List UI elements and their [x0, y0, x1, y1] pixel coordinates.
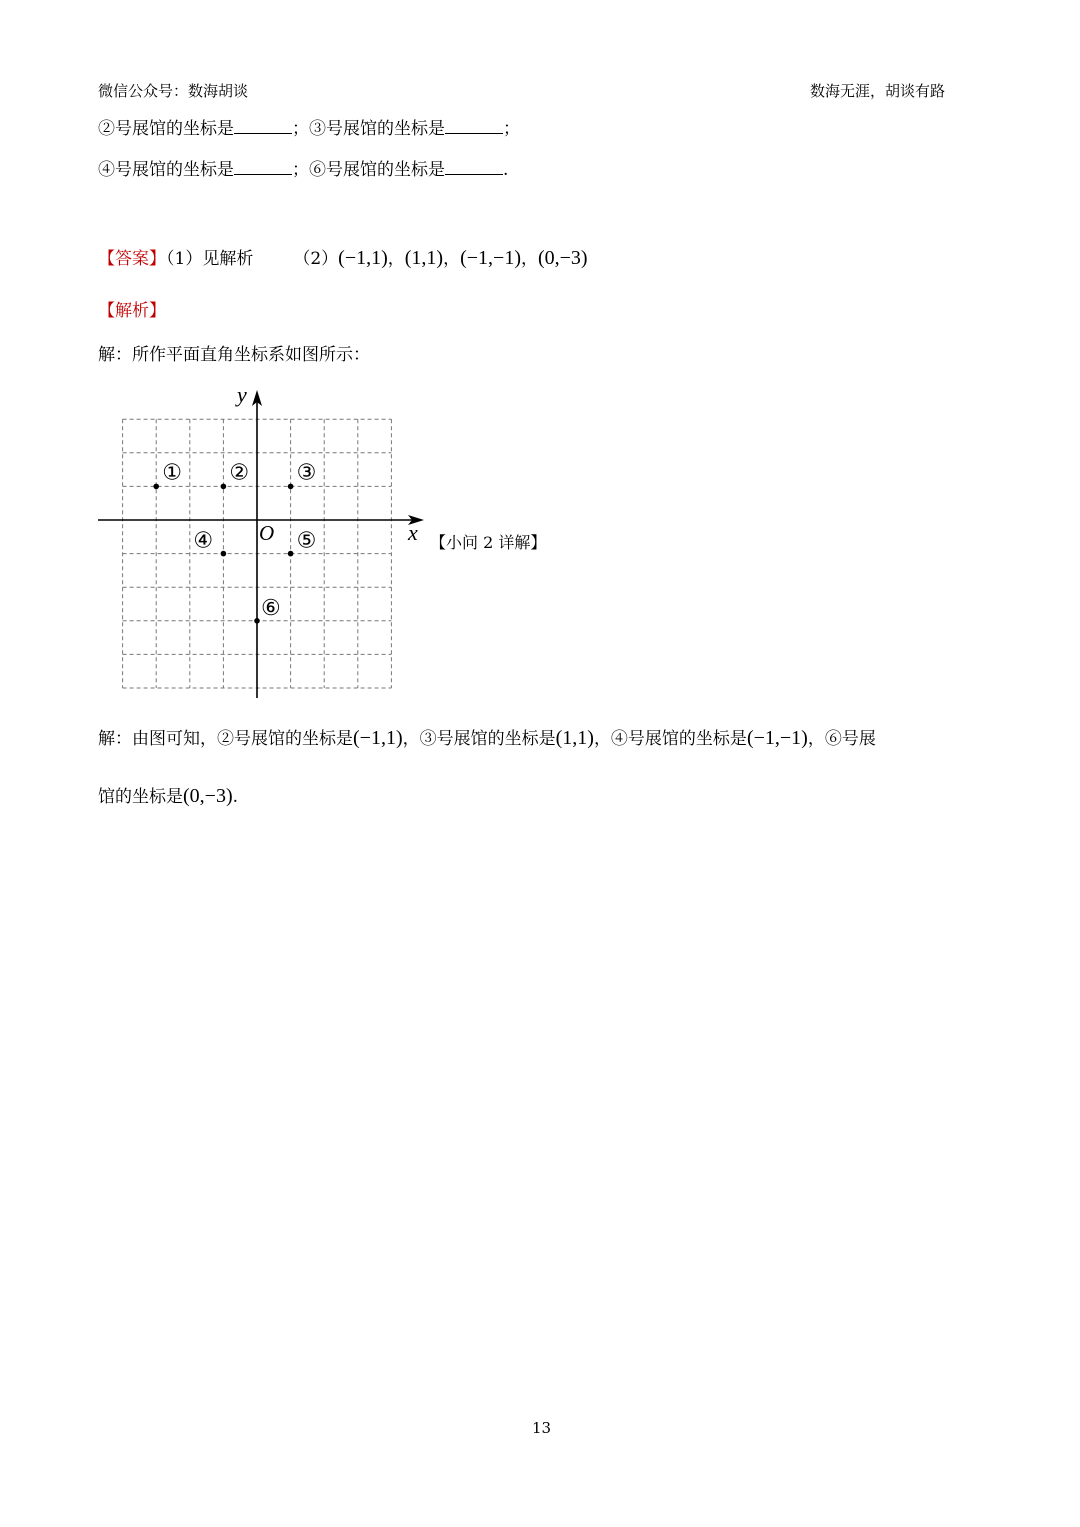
x-axis-label: x	[408, 520, 418, 545]
solution-coord: (−1,1)	[353, 727, 403, 749]
solution-text: ，③号展馆的坐标是	[402, 729, 556, 749]
header-left: 微信公众号：数海胡谈	[98, 82, 249, 100]
solution-text: ，④号展馆的坐标是	[593, 729, 747, 749]
question-line-2	[98, 155, 508, 180]
answer-line	[98, 244, 588, 270]
analysis-intro: 解：所作平面直角坐标系如图所示：	[98, 345, 370, 365]
coordinate-figure	[90, 380, 430, 705]
separator: ，	[443, 249, 461, 269]
answer-coord-4: (0,−3)	[537, 247, 588, 269]
sub-question-tag: 【小问 2 详解】	[430, 533, 547, 552]
separator: ，	[387, 249, 405, 269]
separator: .	[503, 160, 509, 180]
question-text: ②号展馆的坐标是	[98, 119, 234, 139]
question-text: ③号展馆的坐标是	[309, 119, 445, 139]
solution-coord: (1,1)	[555, 727, 594, 749]
points	[153, 459, 316, 623]
point-dot	[153, 484, 159, 490]
answer-blank	[234, 173, 292, 175]
separator: ；	[292, 119, 309, 139]
question-text: ④号展馆的坐标是	[98, 160, 234, 180]
solution-text: 馆的坐标是	[98, 787, 183, 807]
answer-blank	[445, 173, 503, 175]
answer-coord-3: (−1,−1)	[460, 247, 521, 269]
answer-blank	[445, 132, 503, 134]
origin-label: O	[259, 521, 275, 545]
solution-text: .	[232, 787, 239, 807]
point-dot	[288, 551, 294, 557]
page-number: 13	[532, 1419, 552, 1437]
solution-coord: (−1,−1)	[746, 727, 808, 749]
point-dot	[288, 484, 294, 490]
point-label: ④	[193, 527, 214, 553]
analysis-tag: 【解析】	[98, 301, 166, 321]
y-axis-label: y	[237, 382, 247, 407]
question-text: ⑥号展馆的坐标是	[309, 160, 445, 180]
solution-text: ，⑥号展	[807, 729, 876, 749]
question-line-1	[98, 114, 520, 139]
point-label: ⑥	[261, 594, 281, 620]
separator: ；	[503, 119, 520, 139]
solution-line-2	[98, 782, 238, 808]
answer-coord-2: (1,1)	[404, 247, 444, 269]
solution-line-1	[98, 724, 876, 750]
answer-part-1: （1）见解析	[166, 249, 254, 269]
point-dot	[254, 618, 260, 624]
point-dot	[221, 484, 227, 490]
answer-tag: 【答案】	[98, 249, 166, 269]
point-label: ⑤	[296, 527, 317, 553]
point-label: ②	[229, 459, 250, 485]
point-label: ③	[296, 459, 317, 485]
separator: ，	[520, 249, 538, 269]
point-dot	[221, 551, 227, 557]
solution-text: 解：由图可知，②号展馆的坐标是	[98, 729, 353, 749]
answer-blank	[234, 132, 292, 134]
answer-part-2: （2）	[293, 249, 339, 269]
header-right: 数海无涯，胡谈有路	[810, 82, 946, 100]
solution-coord: (0,−3)	[183, 785, 233, 807]
answer-coord-1: (−1,1)	[338, 247, 388, 269]
separator: ；	[292, 160, 309, 180]
point-label: ①	[162, 459, 182, 485]
axes	[98, 382, 424, 698]
